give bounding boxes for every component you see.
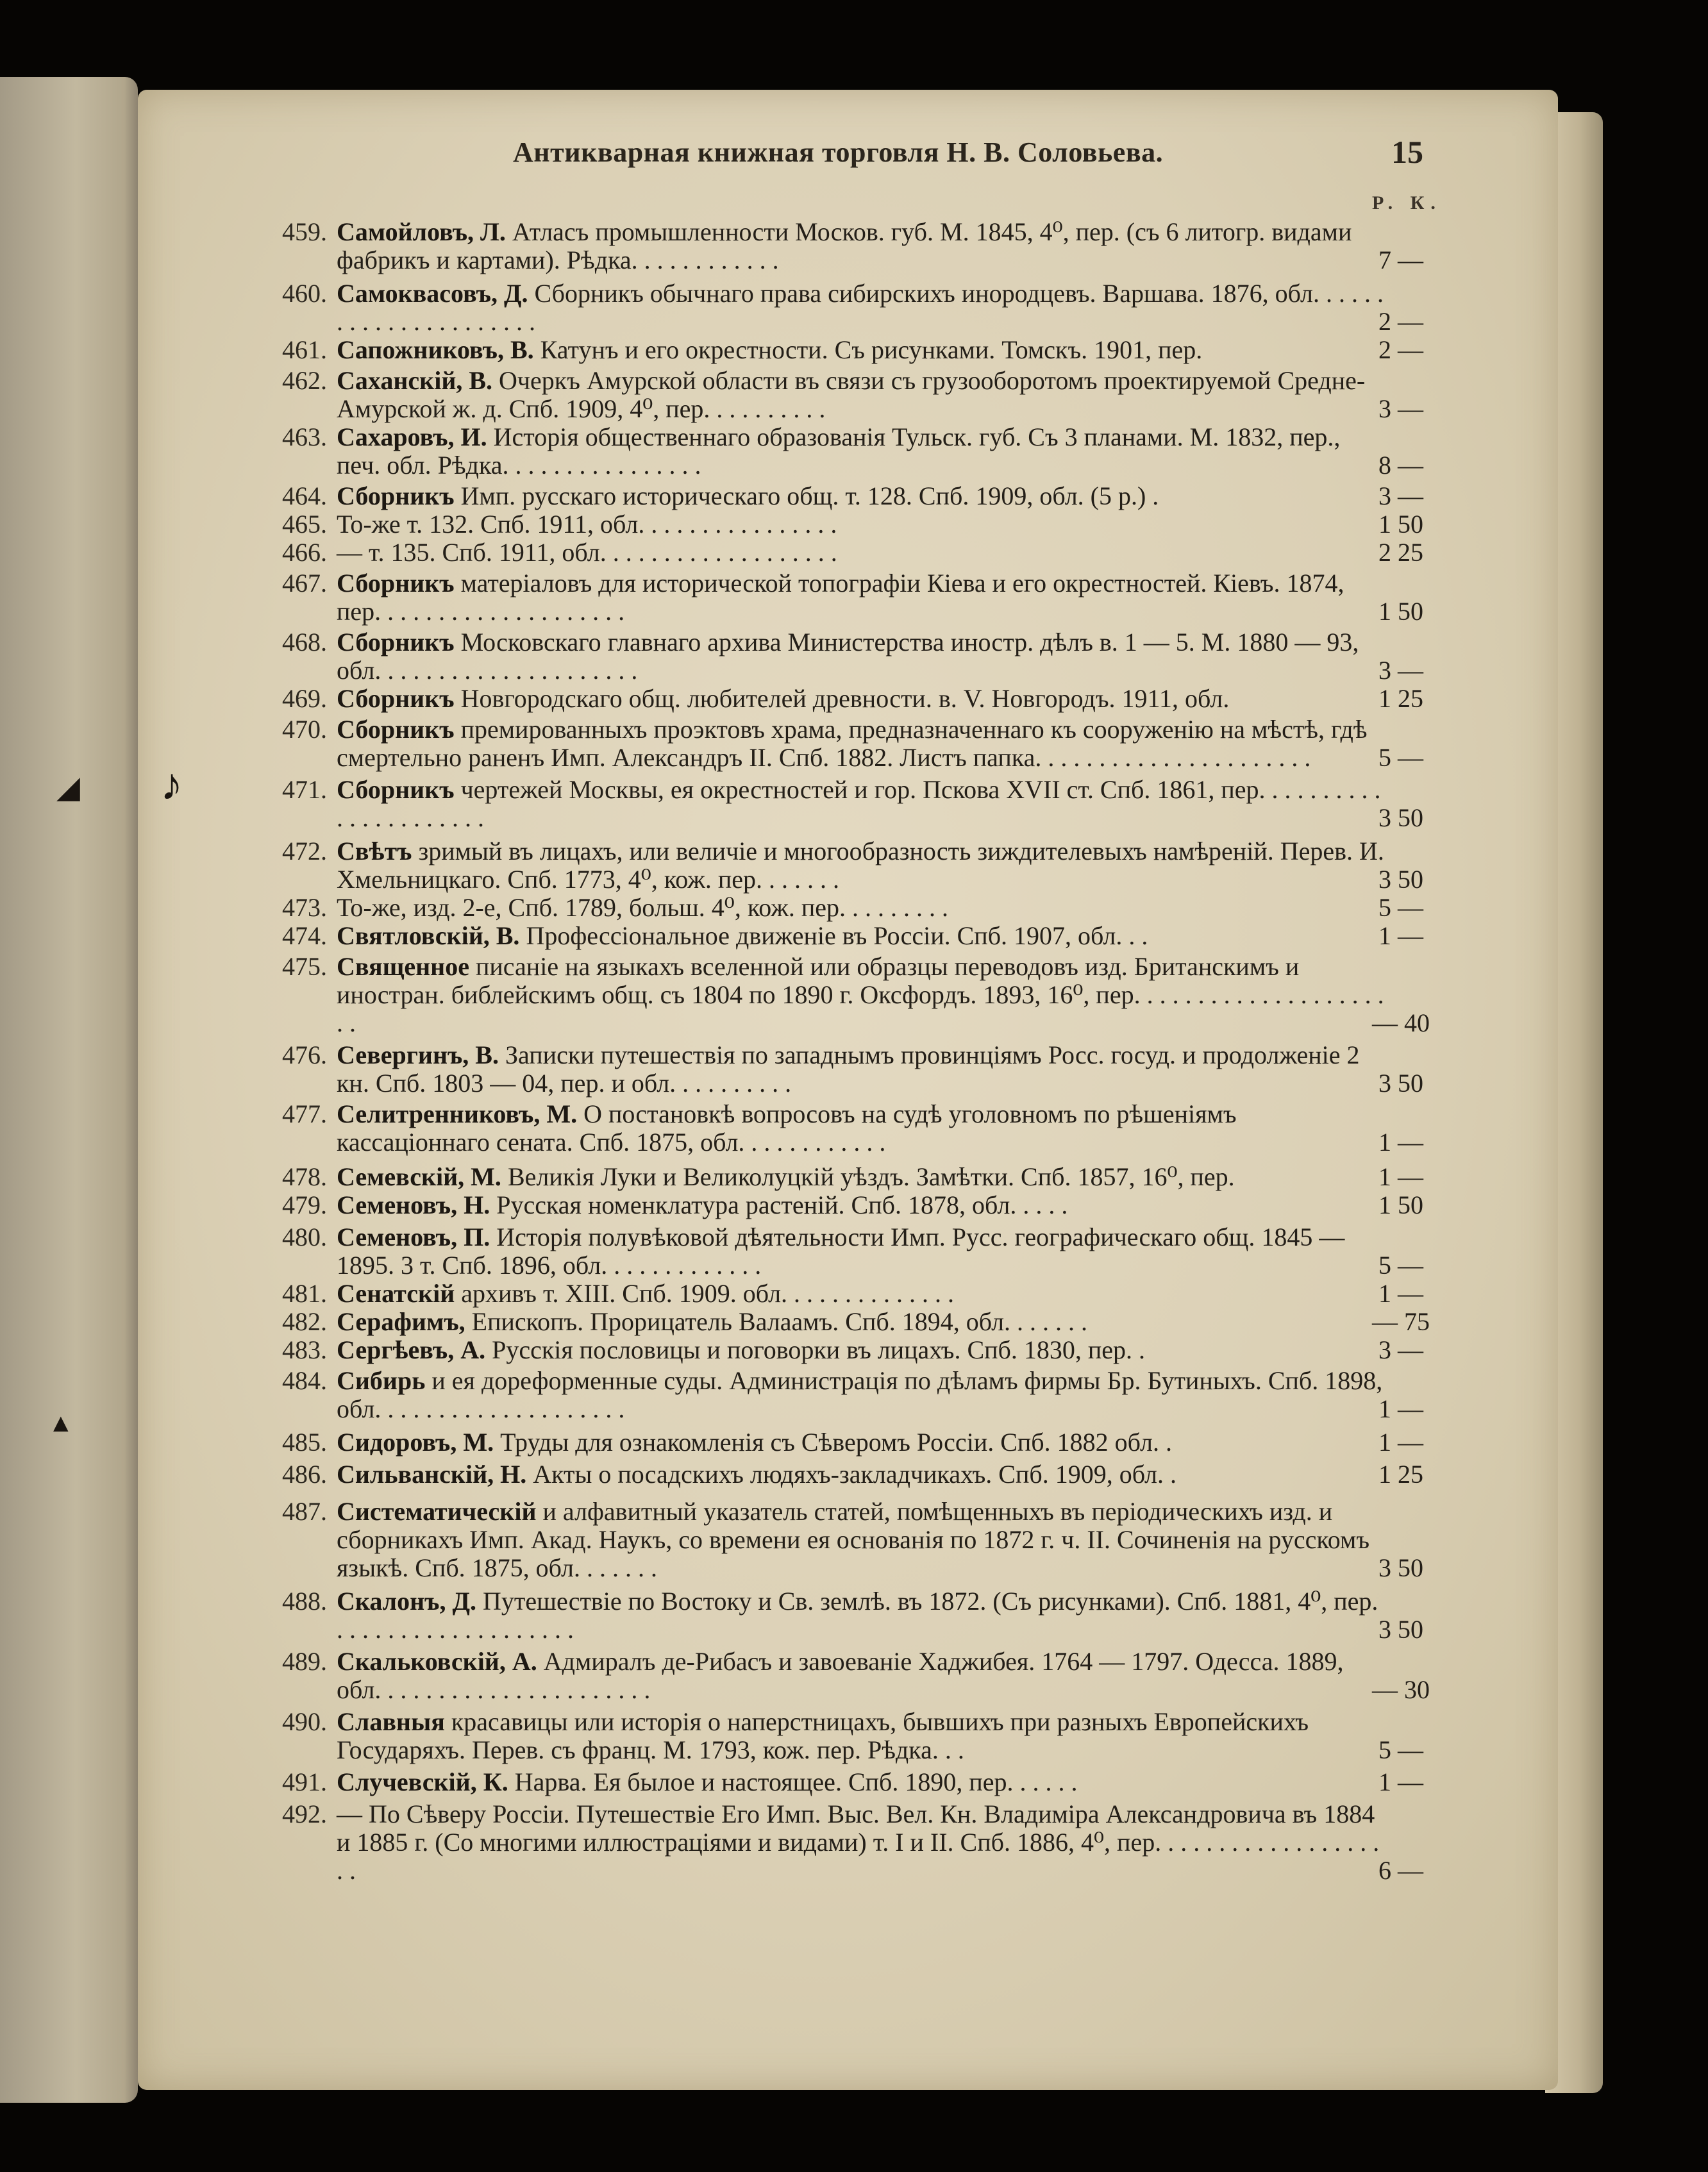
entry-price: 3 50 bbox=[1378, 803, 1423, 832]
entry-title-text: Нарва. Ея былое и настоящее. Спб. 1890, пер. . . . . . bbox=[508, 1767, 1078, 1796]
entry-title-text: матеріаловъ для исторической топографіи Кіева и его окрестностей. Кіевъ. 1874, пер. . . . . . . . . . . . . . . . . . . . bbox=[337, 569, 1344, 626]
entry-price: 1 — bbox=[1378, 1767, 1423, 1796]
catalog-entry bbox=[260, 539, 1446, 567]
entry-number: 471. bbox=[282, 775, 327, 804]
entry-title-text: Записки путешествія по западнымъ провинціямъ Росс. госуд. и продолженіе 2 кн. Спб. 1803 — 04, пер. и обл. . . . . . . . . . bbox=[337, 1040, 1360, 1098]
entry-number: 473. bbox=[282, 893, 327, 922]
entry-number: 481. bbox=[282, 1279, 327, 1308]
entry-number: 464. bbox=[282, 481, 327, 510]
entry-price: 1 — bbox=[1378, 1279, 1423, 1308]
page-number: 15 bbox=[1391, 134, 1423, 170]
catalog-entry bbox=[260, 1308, 1446, 1336]
entry-description bbox=[337, 336, 1388, 364]
entry-number: 479. bbox=[282, 1190, 327, 1219]
entry-title-text: чертежей Москвы, ея окрестностей и гор. Пскова XVII ст. Спб. 1861, пер. . . . . . . . . . . . . . . . . . . . . . bbox=[337, 775, 1381, 832]
entry-title-text: красавицы или исторія о наперстницахъ, бывшихъ при разныхъ Европейскихъ Государяхъ. Перев. съ франц. М. 1793, кож. пер. Рѣдка. . . bbox=[337, 1707, 1309, 1764]
entry-number: 469. bbox=[282, 684, 327, 713]
entry-title-text: Московскаго главнаго архива Министерства иностр. дѣлъ в. 1 — 5. М. 1880 — 93, обл. . . . . . . . . . . . . . . . . . . . . bbox=[337, 628, 1359, 685]
catalog-entry bbox=[260, 336, 1446, 364]
entry-title-text: Адмиралъ де-Рибасъ и завоеваніе Хаджибея. 1764 — 1797. Одесса. 1889, обл. . . . . . . . . . . . . . . . . . . . . . bbox=[337, 1647, 1344, 1704]
entry-author: Сборникъ bbox=[337, 569, 455, 597]
catalog-entry bbox=[260, 510, 1446, 539]
entry-description bbox=[337, 1498, 1388, 1582]
entry-price: 3 50 bbox=[1378, 865, 1423, 894]
entry-author: Скалонъ, Д. bbox=[337, 1587, 477, 1616]
entry-title-text: Атласъ промышленности Москов. губ. М. 1845, 4⁰, пер. (съ 6 литогр. видами фабрикъ и картами). Рѣдка. . . . . . . . . . . . bbox=[337, 217, 1352, 274]
entry-description bbox=[337, 367, 1388, 423]
entry-title-text: и алфавитный указатель статей, помѣщенныхъ въ періодическихъ изд. и сборникахъ Имп. Акад. Наукъ, со времени ея основанія по 1872 г. ч. II. Сочиненія на русскомъ языкѣ. Спб. 1875, обл. . . . . . . bbox=[337, 1497, 1369, 1582]
entry-description bbox=[337, 1708, 1388, 1764]
entry-description bbox=[337, 837, 1388, 894]
entry-description bbox=[337, 1308, 1388, 1336]
entry-price: 1 50 bbox=[1378, 1190, 1423, 1219]
entry-number: 462. bbox=[282, 366, 327, 395]
catalog-entry bbox=[260, 1428, 1446, 1457]
entry-price: — 30 bbox=[1372, 1675, 1430, 1704]
entry-price: 1 50 bbox=[1378, 597, 1423, 626]
entry-description bbox=[337, 1587, 1388, 1644]
entry-author: Сапожниковъ, В. bbox=[337, 335, 534, 364]
entry-price: 3 — bbox=[1378, 1335, 1423, 1364]
entry-title-text: То-же т. 132. Спб. 1911, обл. . . . . . . . . . . . . . . . bbox=[337, 510, 837, 539]
entry-number: 474. bbox=[282, 921, 327, 950]
entry-price: 3 50 bbox=[1378, 1553, 1423, 1582]
entry-price: 1 — bbox=[1378, 1394, 1423, 1423]
ink-blot-mark: ◢ bbox=[56, 771, 80, 805]
entry-number: 492. bbox=[282, 1800, 327, 1828]
page-header-title: Антикварная книжная торговля Н. В. Соловьева. bbox=[513, 137, 1164, 168]
entry-title-text: — т. 135. Спб. 1911, обл. . . . . . . . . . . . . . . . . . . bbox=[337, 538, 837, 567]
entry-number: 472. bbox=[282, 837, 327, 865]
entry-price: 1 25 bbox=[1378, 684, 1423, 713]
catalog-entry bbox=[260, 685, 1446, 713]
catalog-entry bbox=[260, 1280, 1446, 1308]
entry-title-text: и ея дореформенные суды. Администрація по дѣламъ фирмы Бр. Бутиныхъ. Спб. 1898, обл. . . . . . . . . . . . . . . . . . . . bbox=[337, 1366, 1383, 1423]
left-page-edge bbox=[0, 77, 138, 2103]
entry-author: Скальковскій, А. bbox=[337, 1647, 537, 1676]
entry-number: 461. bbox=[282, 335, 327, 364]
entry-author: Семеновъ, Н. bbox=[337, 1190, 490, 1219]
entry-title-text: Русскія пословицы и поговорки въ лицахъ. Спб. 1830, пер. . bbox=[485, 1335, 1146, 1364]
entry-description bbox=[337, 1768, 1388, 1796]
entry-price: 5 — bbox=[1378, 1251, 1423, 1280]
entry-author: Серафимъ, bbox=[337, 1307, 465, 1336]
entry-description bbox=[337, 628, 1388, 685]
entry-author: Сборникъ bbox=[337, 684, 455, 713]
entry-number: 468. bbox=[282, 628, 327, 656]
entry-title-text: О постановкѣ вопросовъ на судѣ уголовномъ по рѣшеніямъ кассаціоннаго сената. Спб. 1875, обл. . . . . . . . . . . . bbox=[337, 1099, 1237, 1157]
catalog-entry bbox=[260, 482, 1446, 510]
entry-author: Свѣтъ bbox=[337, 837, 412, 865]
entry-description bbox=[337, 1041, 1388, 1098]
entry-title-text: Епископъ. Прорицатель Валаамъ. Спб. 1894, обл. . . . . . . bbox=[465, 1307, 1088, 1336]
entry-description bbox=[337, 894, 1388, 922]
entry-description bbox=[337, 1191, 1388, 1219]
catalog-entry bbox=[260, 1041, 1446, 1098]
entry-price: 5 — bbox=[1378, 743, 1423, 772]
catalog-entry bbox=[260, 1191, 1446, 1219]
entry-number: 467. bbox=[282, 569, 327, 597]
entry-author: Семеновъ, П. bbox=[337, 1223, 490, 1251]
entry-title-text: Имп. русскаго историческаго общ. т. 128. Спб. 1909, обл. (5 р.) . bbox=[454, 481, 1159, 510]
catalog-entry bbox=[260, 894, 1446, 922]
entry-price: 3 50 bbox=[1378, 1069, 1423, 1098]
entry-description bbox=[337, 715, 1388, 772]
catalog-entry bbox=[260, 218, 1446, 274]
entry-author: Семевскій, М. bbox=[337, 1162, 501, 1191]
entry-description bbox=[337, 569, 1388, 626]
catalog-entry bbox=[260, 776, 1446, 832]
entry-description bbox=[337, 953, 1388, 1037]
entry-number: 490. bbox=[282, 1707, 327, 1736]
catalog-entry bbox=[260, 1223, 1446, 1280]
entry-description bbox=[337, 1280, 1388, 1308]
entry-number: 475. bbox=[282, 952, 327, 981]
catalog-entry bbox=[260, 1587, 1446, 1644]
entry-price: 2 — bbox=[1378, 335, 1423, 364]
catalog-entry bbox=[260, 1367, 1446, 1423]
entry-number: 488. bbox=[282, 1587, 327, 1616]
entry-price: — 75 bbox=[1372, 1307, 1430, 1336]
entry-price: 3 — bbox=[1378, 481, 1423, 510]
entry-author: Сенатскій bbox=[337, 1279, 455, 1308]
entry-number: 477. bbox=[282, 1099, 327, 1128]
entry-price: 7 — bbox=[1378, 246, 1423, 274]
entry-price: 3 — bbox=[1378, 394, 1423, 423]
entry-author: Севергинъ, В. bbox=[337, 1040, 499, 1069]
catalog-entry bbox=[260, 715, 1446, 772]
entry-price: 6 — bbox=[1378, 1856, 1423, 1885]
entry-author: Сборникъ bbox=[337, 481, 455, 510]
entry-number: 466. bbox=[282, 538, 327, 567]
entry-author: Сборникъ bbox=[337, 628, 455, 656]
catalog-entry bbox=[260, 1163, 1446, 1191]
entry-title-text: Русская номенклатура растеній. Спб. 1878, обл. . . . . bbox=[490, 1190, 1068, 1219]
entry-title-text: Путешествіе по Востоку и Св. землѣ. въ 1872. (Съ рисунками). Спб. 1881, 4⁰, пер. . . . . . . . . . . . . . . . . . . . bbox=[337, 1587, 1378, 1644]
entry-description bbox=[337, 1367, 1388, 1423]
catalog-entry bbox=[260, 922, 1446, 950]
catalog-entry bbox=[260, 1100, 1446, 1157]
entry-price: 2 25 bbox=[1378, 538, 1423, 567]
entry-title-text: Сборникъ обычнаго права сибирскихъ инородцевъ. Варшава. 1876, обл. . . . . . . . . . . . . . . . . . . . . . bbox=[337, 279, 1384, 336]
entry-number: 482. bbox=[282, 1307, 327, 1336]
entry-author: Сборникъ bbox=[337, 775, 455, 804]
entry-price: 3 — bbox=[1378, 656, 1423, 685]
entry-description bbox=[337, 1163, 1388, 1191]
catalog-entry-list bbox=[260, 218, 1446, 1885]
entry-author: Систематическій bbox=[337, 1497, 537, 1526]
catalog-entry bbox=[260, 1498, 1446, 1582]
entry-title-text: зримый въ лицахъ, или величіе и многообразность зиждителевыхъ намѣреній. Перев. И. Хмельницкаго. Спб. 1773, 4⁰, кож. пер. . . . . . . bbox=[337, 837, 1384, 894]
entry-number: 470. bbox=[282, 715, 327, 744]
entry-description bbox=[337, 423, 1388, 480]
entry-title-text: Исторія общественнаго образованія Тульск. губ. Съ 3 планами. М. 1832, пер., печ. обл. Рѣдка. . . . . . . . . . . . . . . . bbox=[337, 422, 1341, 480]
entry-number: 460. bbox=[282, 279, 327, 308]
entry-author: Селитренниковъ, М. bbox=[337, 1099, 578, 1128]
entry-price: 1 — bbox=[1378, 1162, 1423, 1191]
entry-author: Сибирь bbox=[337, 1366, 426, 1395]
catalog-entry bbox=[260, 1460, 1446, 1489]
entry-price: 1 50 bbox=[1378, 510, 1423, 539]
catalog-entry bbox=[260, 1768, 1446, 1796]
ink-blot-mark: ♪ bbox=[160, 760, 183, 810]
entry-title-text: Очеркъ Амурской области въ связи съ грузооборотомъ проектируемой Средне-Амурской ж. д. Спб. 1909, 4⁰, пер. . . . . . . . . . bbox=[337, 366, 1366, 423]
entry-title-text: То-же, изд. 2-е, Спб. 1789, больш. 4⁰, кож. пер. . . . . . . . . bbox=[337, 893, 949, 922]
entry-description bbox=[337, 482, 1388, 510]
entry-number: 491. bbox=[282, 1767, 327, 1796]
entry-author: Славныя bbox=[337, 1707, 445, 1736]
catalog-entry bbox=[260, 367, 1446, 423]
catalog-entry bbox=[260, 628, 1446, 685]
entry-author: Саханскій, В. bbox=[337, 366, 493, 395]
entry-title-text: Катунъ и его окрестности. Съ рисунками. Томскъ. 1901, пер. bbox=[533, 335, 1203, 364]
entry-title-text: писаніе на языкахъ вселенной или образцы переводовъ изд. Британскимъ и иностран. библейскимъ общ. съ 1804 по 1890 г. Оксфордъ. 1893, 16⁰, пер. . . . . . . . . . . . . . . . . . . . . . bbox=[337, 952, 1384, 1037]
entry-author: Святловскій, В. bbox=[337, 921, 520, 950]
entry-number: 489. bbox=[282, 1647, 327, 1676]
entry-description bbox=[337, 1223, 1388, 1280]
entry-title-text: Профессіональное движеніе въ Россіи. Спб. 1907, обл. . . bbox=[519, 921, 1148, 950]
entry-title-text: Акты о посадскихъ людяхъ-закладчикахъ. Спб. 1909, обл. . bbox=[526, 1460, 1177, 1489]
entry-price: — 40 bbox=[1372, 1008, 1430, 1037]
entry-price: 5 — bbox=[1378, 893, 1423, 922]
catalog-entry bbox=[260, 953, 1446, 1037]
entry-author: Сильванскій, Н. bbox=[337, 1460, 527, 1489]
entry-price: 1 — bbox=[1378, 1128, 1423, 1157]
entry-description bbox=[337, 776, 1388, 832]
entry-price: 1 25 bbox=[1378, 1460, 1423, 1489]
entry-number: 483. bbox=[282, 1335, 327, 1364]
ink-blot-mark: ▲ bbox=[48, 1408, 74, 1437]
entry-author: Сборникъ bbox=[337, 715, 455, 744]
entry-author: Самойловъ, Л. bbox=[337, 217, 506, 246]
entry-price: 3 50 bbox=[1378, 1615, 1423, 1644]
entry-title-text: Исторія полувѣковой дѣятельности Имп. Русс. географическаго общ. 1845 — 1895. 3 т. Спб. 1896, обл. . . . . . . . . . . . . bbox=[337, 1223, 1345, 1280]
entry-price: 1 — bbox=[1378, 1428, 1423, 1457]
entry-description bbox=[337, 922, 1388, 950]
entry-description bbox=[337, 1100, 1388, 1157]
entry-description bbox=[337, 1648, 1388, 1704]
entry-description bbox=[337, 218, 1388, 274]
catalog-entry bbox=[260, 1800, 1446, 1885]
entry-author: Сергѣевъ, А. bbox=[337, 1335, 486, 1364]
entry-description bbox=[337, 1428, 1388, 1457]
entry-number: 463. bbox=[282, 422, 327, 451]
entry-number: 476. bbox=[282, 1040, 327, 1069]
price-column-header: Р. К. bbox=[1372, 192, 1442, 213]
entry-number: 487. bbox=[282, 1497, 327, 1526]
entry-number: 459. bbox=[282, 217, 327, 246]
entry-number: 485. bbox=[282, 1428, 327, 1457]
entry-price: 5 — bbox=[1378, 1735, 1423, 1764]
catalog-entry bbox=[260, 423, 1446, 480]
entry-number: 478. bbox=[282, 1162, 327, 1191]
entry-title-text: — По Сѣверу Россіи. Путешествіе Его Имп. Выс. Вел. Кн. Владиміра Александровича въ 1884 и 1885 г. (Со многими иллюстраціями и видами) т. I и II. Спб. 1886, 4⁰, пер. . . . . . . . . . . . . . . . . . . . bbox=[337, 1800, 1380, 1885]
entry-number: 465. bbox=[282, 510, 327, 539]
catalog-entry bbox=[260, 837, 1446, 894]
entry-number: 486. bbox=[282, 1460, 327, 1489]
entry-author: Священное bbox=[337, 952, 469, 981]
catalog-entry bbox=[260, 1336, 1446, 1364]
entry-author: Сидоровъ, М. bbox=[337, 1428, 494, 1457]
entry-price: 8 — bbox=[1378, 451, 1423, 480]
entry-description bbox=[337, 1336, 1388, 1364]
entry-description bbox=[337, 510, 1388, 539]
entry-title-text: премированныхъ проэктовъ храма, предназначеннаго къ сооруженію на мѣстѣ, гдѣ смертельно раненъ Имп. Александръ II. Спб. 1882. Листъ папка. . . . . . . . . . . . . . . . . . . . . . bbox=[337, 715, 1368, 772]
entry-author: Случевскій, К. bbox=[337, 1767, 508, 1796]
entry-description bbox=[337, 1800, 1388, 1885]
entry-title-text: Новгородскаго общ. любителей древности. в. V. Новгородъ. 1911, обл. bbox=[454, 684, 1230, 713]
entry-price: 2 — bbox=[1378, 307, 1423, 336]
catalog-entry bbox=[260, 1648, 1446, 1704]
entry-description bbox=[337, 539, 1388, 567]
catalog-entry bbox=[260, 569, 1446, 626]
entry-description bbox=[337, 280, 1388, 336]
entry-title-text: Труды для ознакомленія съ Сѣверомъ Россіи. Спб. 1882 обл. . bbox=[494, 1428, 1172, 1457]
entry-author: Сахаровъ, И. bbox=[337, 422, 487, 451]
catalog-entry bbox=[260, 280, 1446, 336]
entry-price: 1 — bbox=[1378, 921, 1423, 950]
entry-number: 480. bbox=[282, 1223, 327, 1251]
entry-number: 484. bbox=[282, 1366, 327, 1395]
entry-description bbox=[337, 685, 1388, 713]
entry-author: Самоквасовъ, Д. bbox=[337, 279, 528, 308]
catalog-entry bbox=[260, 1708, 1446, 1764]
entry-title-text: Великія Луки и Великолуцкій уѣздъ. Замѣтки. Спб. 1857, 16⁰, пер. bbox=[501, 1162, 1235, 1191]
entry-title-text: архивъ т. XIII. Спб. 1909. обл. . . . . . . . . . . . . . bbox=[455, 1279, 955, 1308]
entry-description bbox=[337, 1460, 1388, 1489]
